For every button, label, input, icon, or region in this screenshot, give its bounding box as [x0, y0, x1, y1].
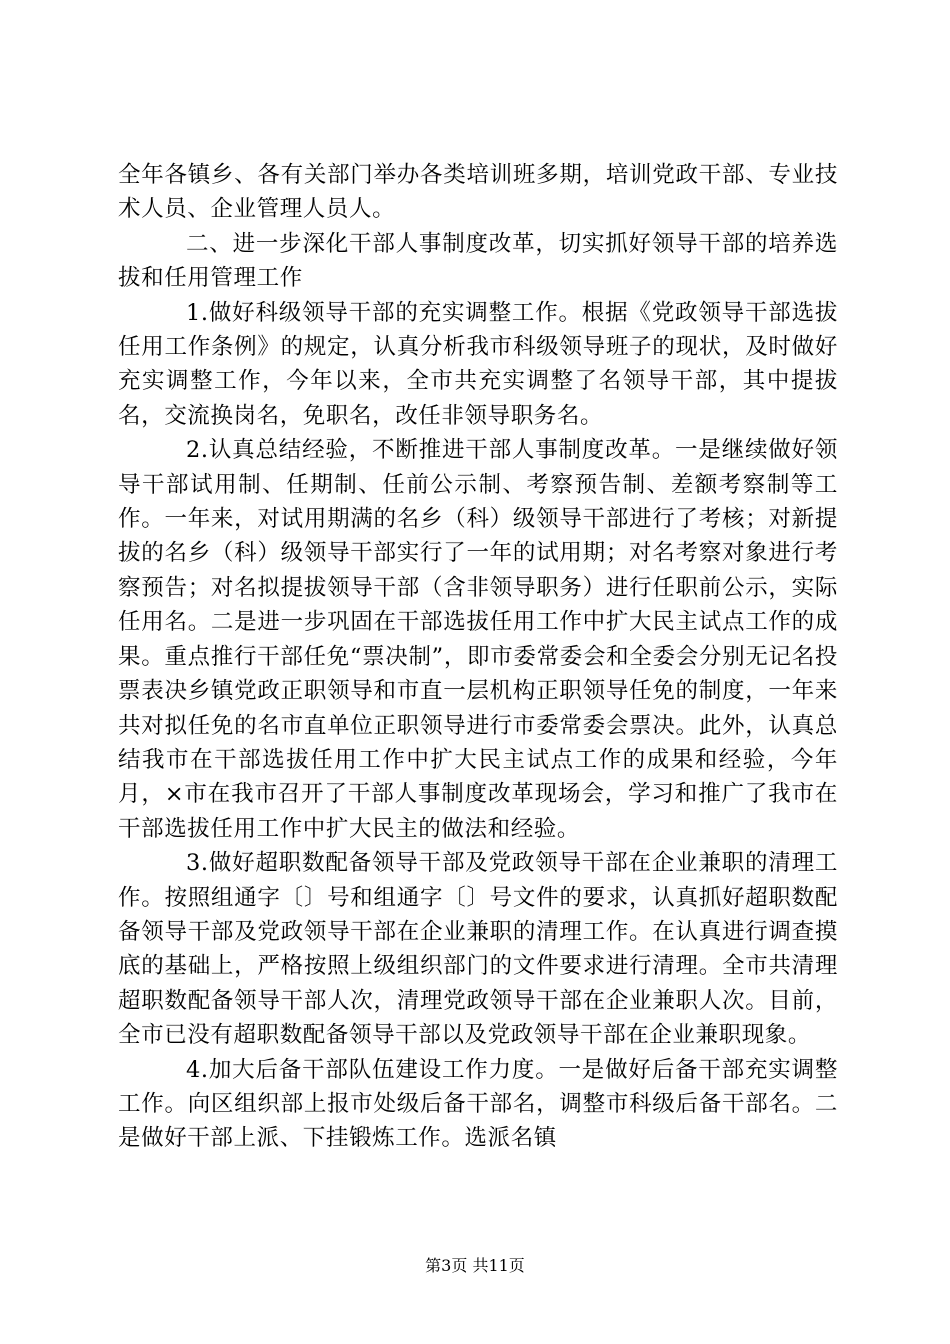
- paragraph-item-2: 2.认真总结经验，不断推进干部人事制度改革。一是继续做好领导干部试用制、任期制、任前公示制、考察预告制、差额考察制等工作。一年来，对试用期满的名乡（科）级领导干部进行了考核；对新提拔的名乡（科）级领导干部实行了一年的试用期；对名考察对象进行考察预告；对名拟提拔领导干部（含非领导职务）进行任职前公示，实际任用名。二是进一步巩固在干部选拔任用工作中扩大民主试点工作的成果。重点推行干部任免“票决制”，即市委常委会和全委会分别无记名投票表决乡镇党政正职领导和市直一层机构正职领导任免的制度，一年来共对拟任免的名市直单位正职领导进行市委常委会票决。此外，认真总结我市在干部选拔任用工作中扩大民主试点工作的成果和经验，今年月，×市在我市召开了干部人事制度改革现场会，学习和推广了我市在干部选拔任用工作中扩大民主的做法和经验。: [118, 437, 838, 842]
- section-heading-reform: 二、进一步深化干部人事制度改革，切实抓好领导干部的培养选拔和任用管理工作: [118, 230, 838, 292]
- paragraph-item-1: 1.做好科级领导干部的充实调整工作。根据《党政领导干部选拔任用工作条例》的规定，认真分析我市科级领导班子的现状，及时做好充实调整工作，今年以来，全市共充实调整了名领导干部，其中提拔名，交流换岗名，免职名，改任非领导职务名。: [118, 299, 838, 429]
- page-number-footer: 第3页 共11页: [425, 1256, 525, 1275]
- paragraph-item-4: 4.加大后备干部队伍建设工作力度。一是做好后备干部充实调整工作。向区组织部上报市处级后备干部名，调整市科级后备干部名。二是做好干部上派、下挂锻炼工作。选派名镇: [118, 1056, 838, 1152]
- paragraph-training-summary: 全年各镇乡、各有关部门举办各类培训班多期，培训党政干部、专业技术人员、企业管理人员人。: [118, 162, 838, 223]
- paragraph-item-3: 3.做好超职数配备领导干部及党政领导干部在企业兼职的清理工作。按照组通字〔〕号和组通字〔〕号文件的要求，认真抓好超职数配备领导干部及党政领导干部在企业兼职的清理工作。在认真进行调查摸底的基础上，严格按照上级组织部门的文件要求进行清理。全市共清理超职数配备领导干部人次，清理党政领导干部在企业兼职人次。目前，全市已没有超职数配备领导干部以及党政领导干部在企业兼职现象。: [118, 850, 838, 1049]
- document-body: [118, 158, 838, 1156]
